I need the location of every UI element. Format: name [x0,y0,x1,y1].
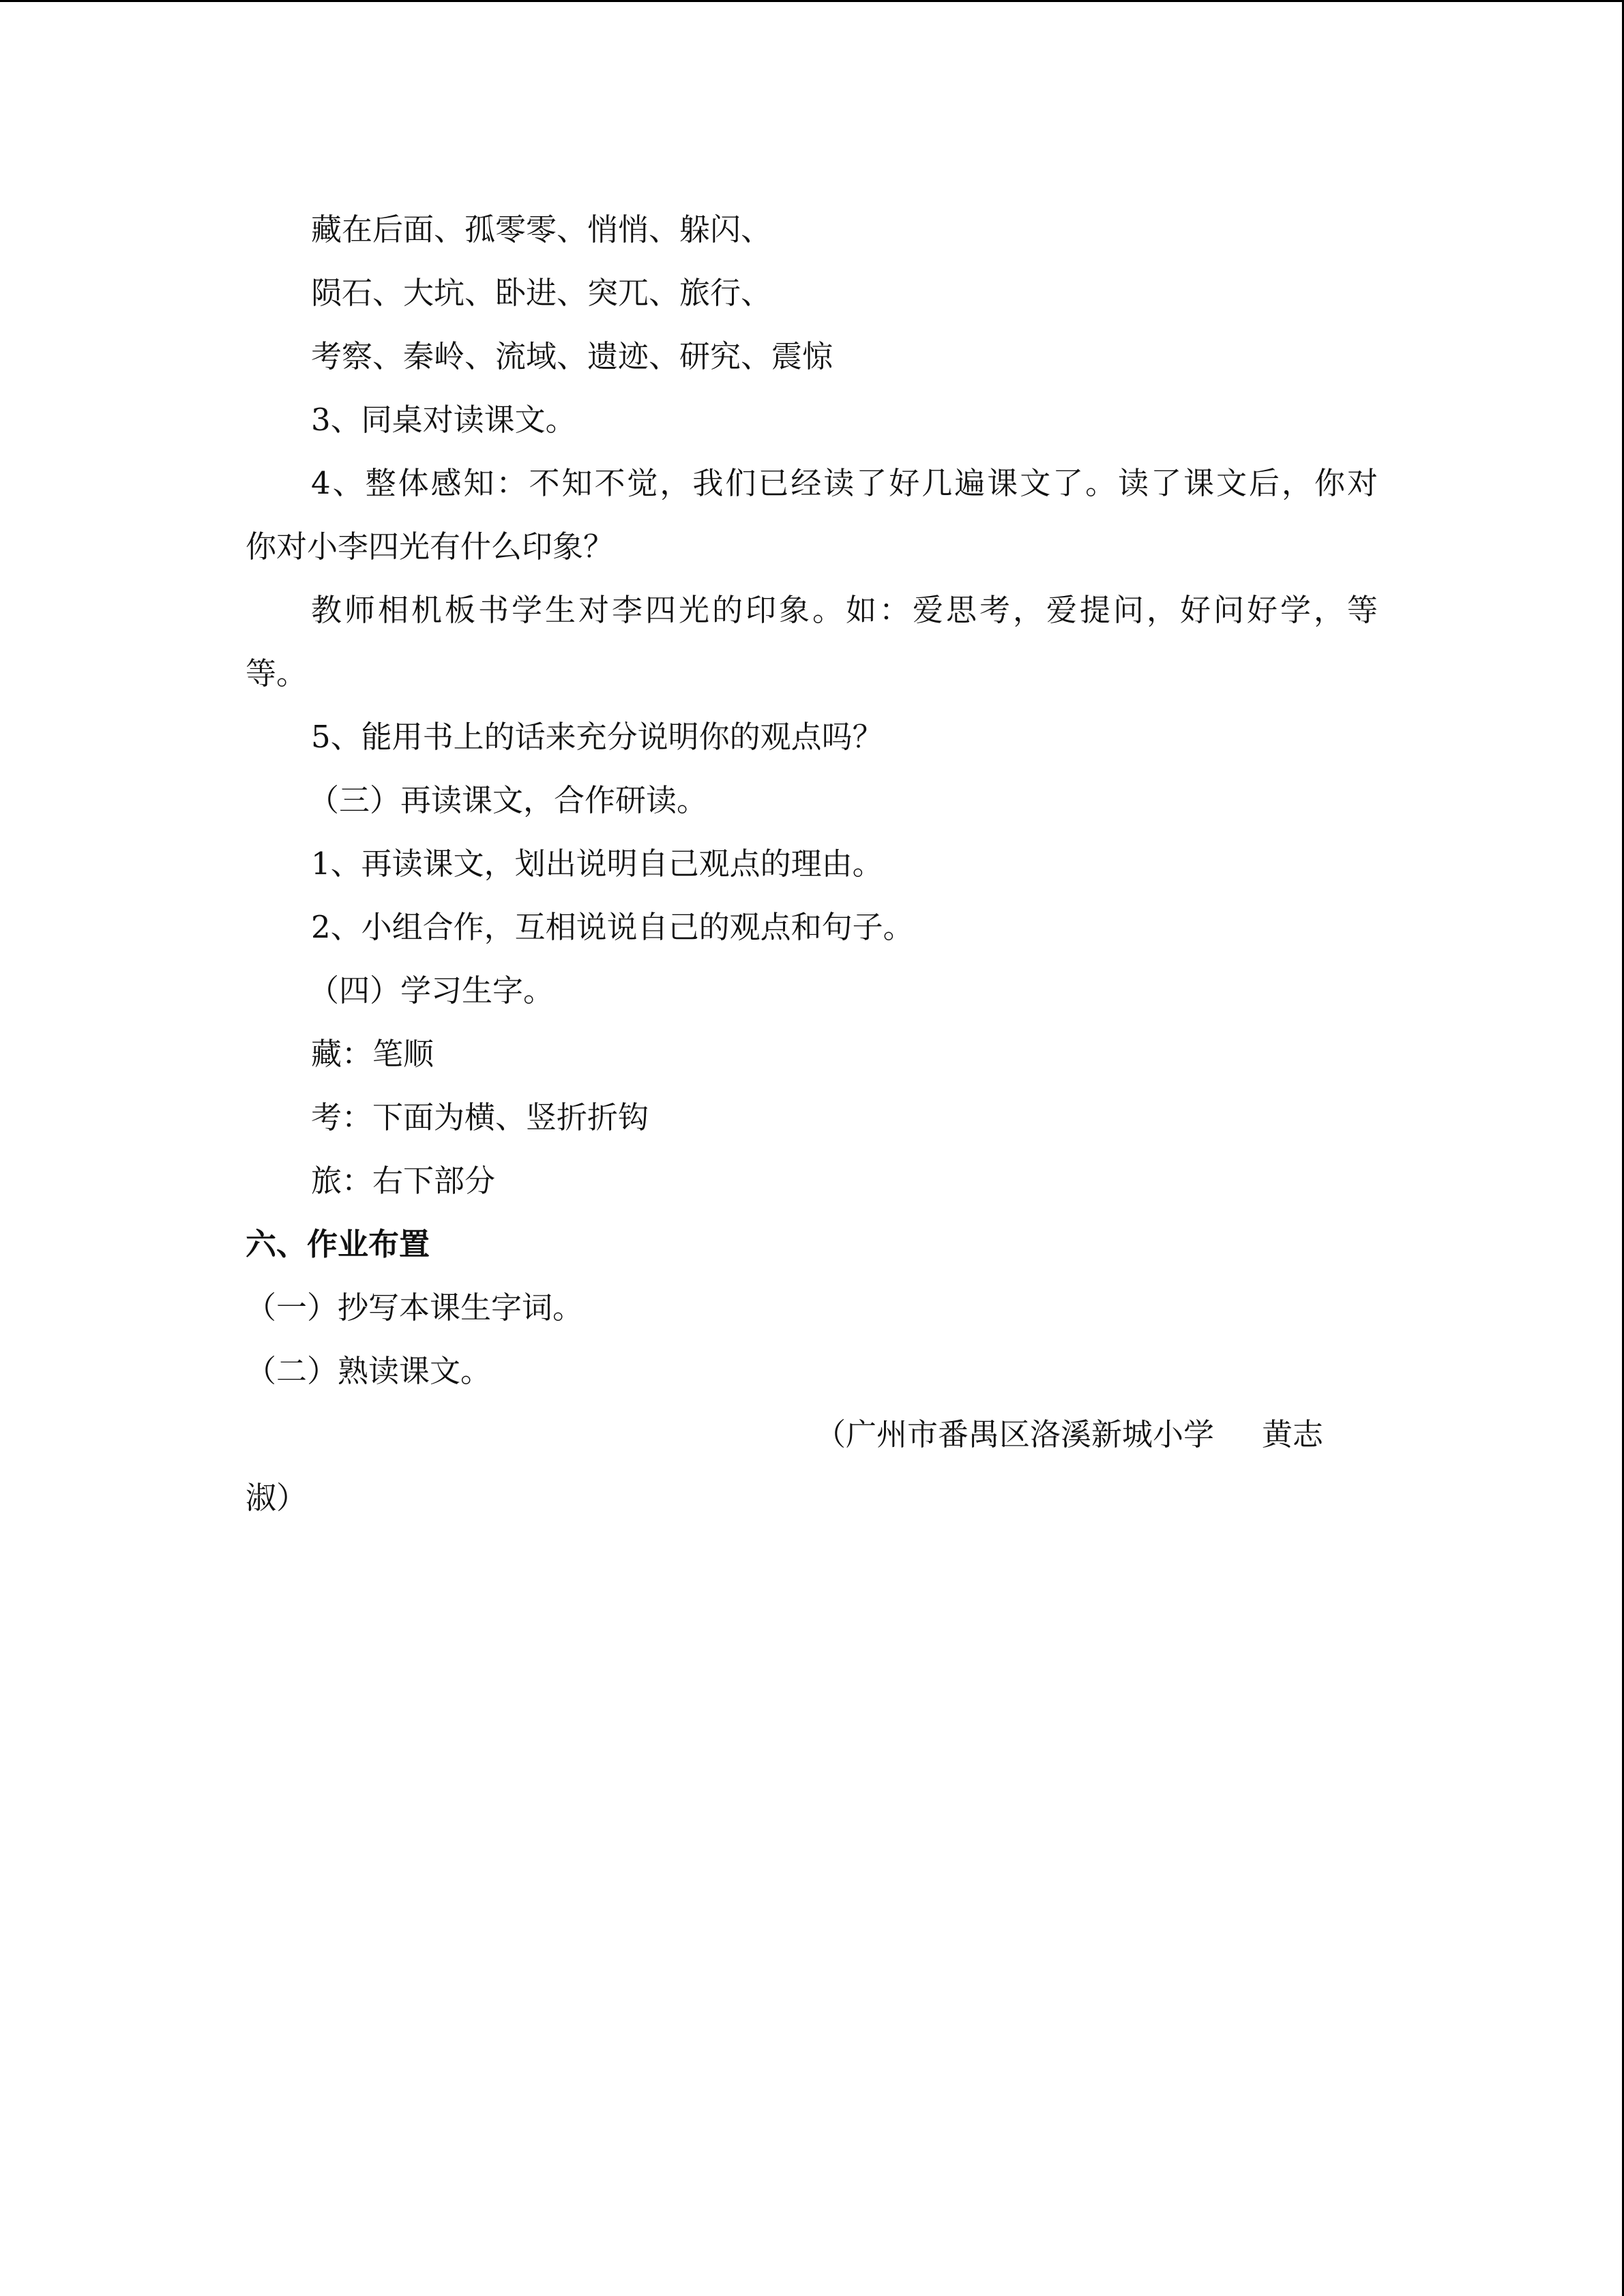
homework-item-1: （一）抄写本课生字词。 [246,1289,584,1326]
page-border-top [0,0,1624,2]
vocab-line-2: 陨石、大坑、卧进、突兀、旅行、 [311,275,772,311]
document-body [246,198,1378,1530]
section-3-heading: （三）再读课文，合作研读。 [308,782,708,818]
step-4: 4、整体感知：不知不觉，我们已经读了好几遍课文了。读了课文后，你对 [311,465,1378,501]
homework-item-2: （二）熟读课文。 [246,1353,492,1389]
vocab-line-1: 藏在后面、孤零零、悄悄、躲闪、 [311,211,772,248]
signature-name-continued: 淑） [246,1480,308,1516]
section-3-step-1: 1、再读课文，划出说明自己观点的理由。 [311,846,883,882]
step-5: 5、能用书上的话来充分说明你的观点吗？ [311,719,883,755]
teacher-note: 教师相机板书学生对李四光的印象。如：爱思考，爱提问，好问好学，等 [311,592,1378,628]
char-note-2: 考：下面为横、竖折折钩 [311,1099,649,1135]
vocab-line-3: 考察、秦岭、流域、遗迹、研究、震惊 [311,338,833,374]
char-note-3: 旅：右下部分 [311,1163,496,1199]
section-4-heading: （四）学习生字。 [308,972,555,1009]
teacher-note-continued: 等。 [246,655,308,691]
homework-heading: 六、作业布置 [246,1226,430,1262]
step-4-continued: 你对小李四光有什么印象？ [246,528,615,565]
signature-line [246,1403,1378,1466]
signature-school: （广州市番禺区洛溪新城小学 [814,1416,1214,1452]
char-note-1: 藏：笔顺 [311,1036,434,1072]
signature-name-part1: 黄志 [1261,1416,1323,1452]
section-3-step-2: 2、小组合作，互相说说自己的观点和句子。 [311,909,914,945]
step-3: 3、同桌对读课文。 [311,402,576,438]
